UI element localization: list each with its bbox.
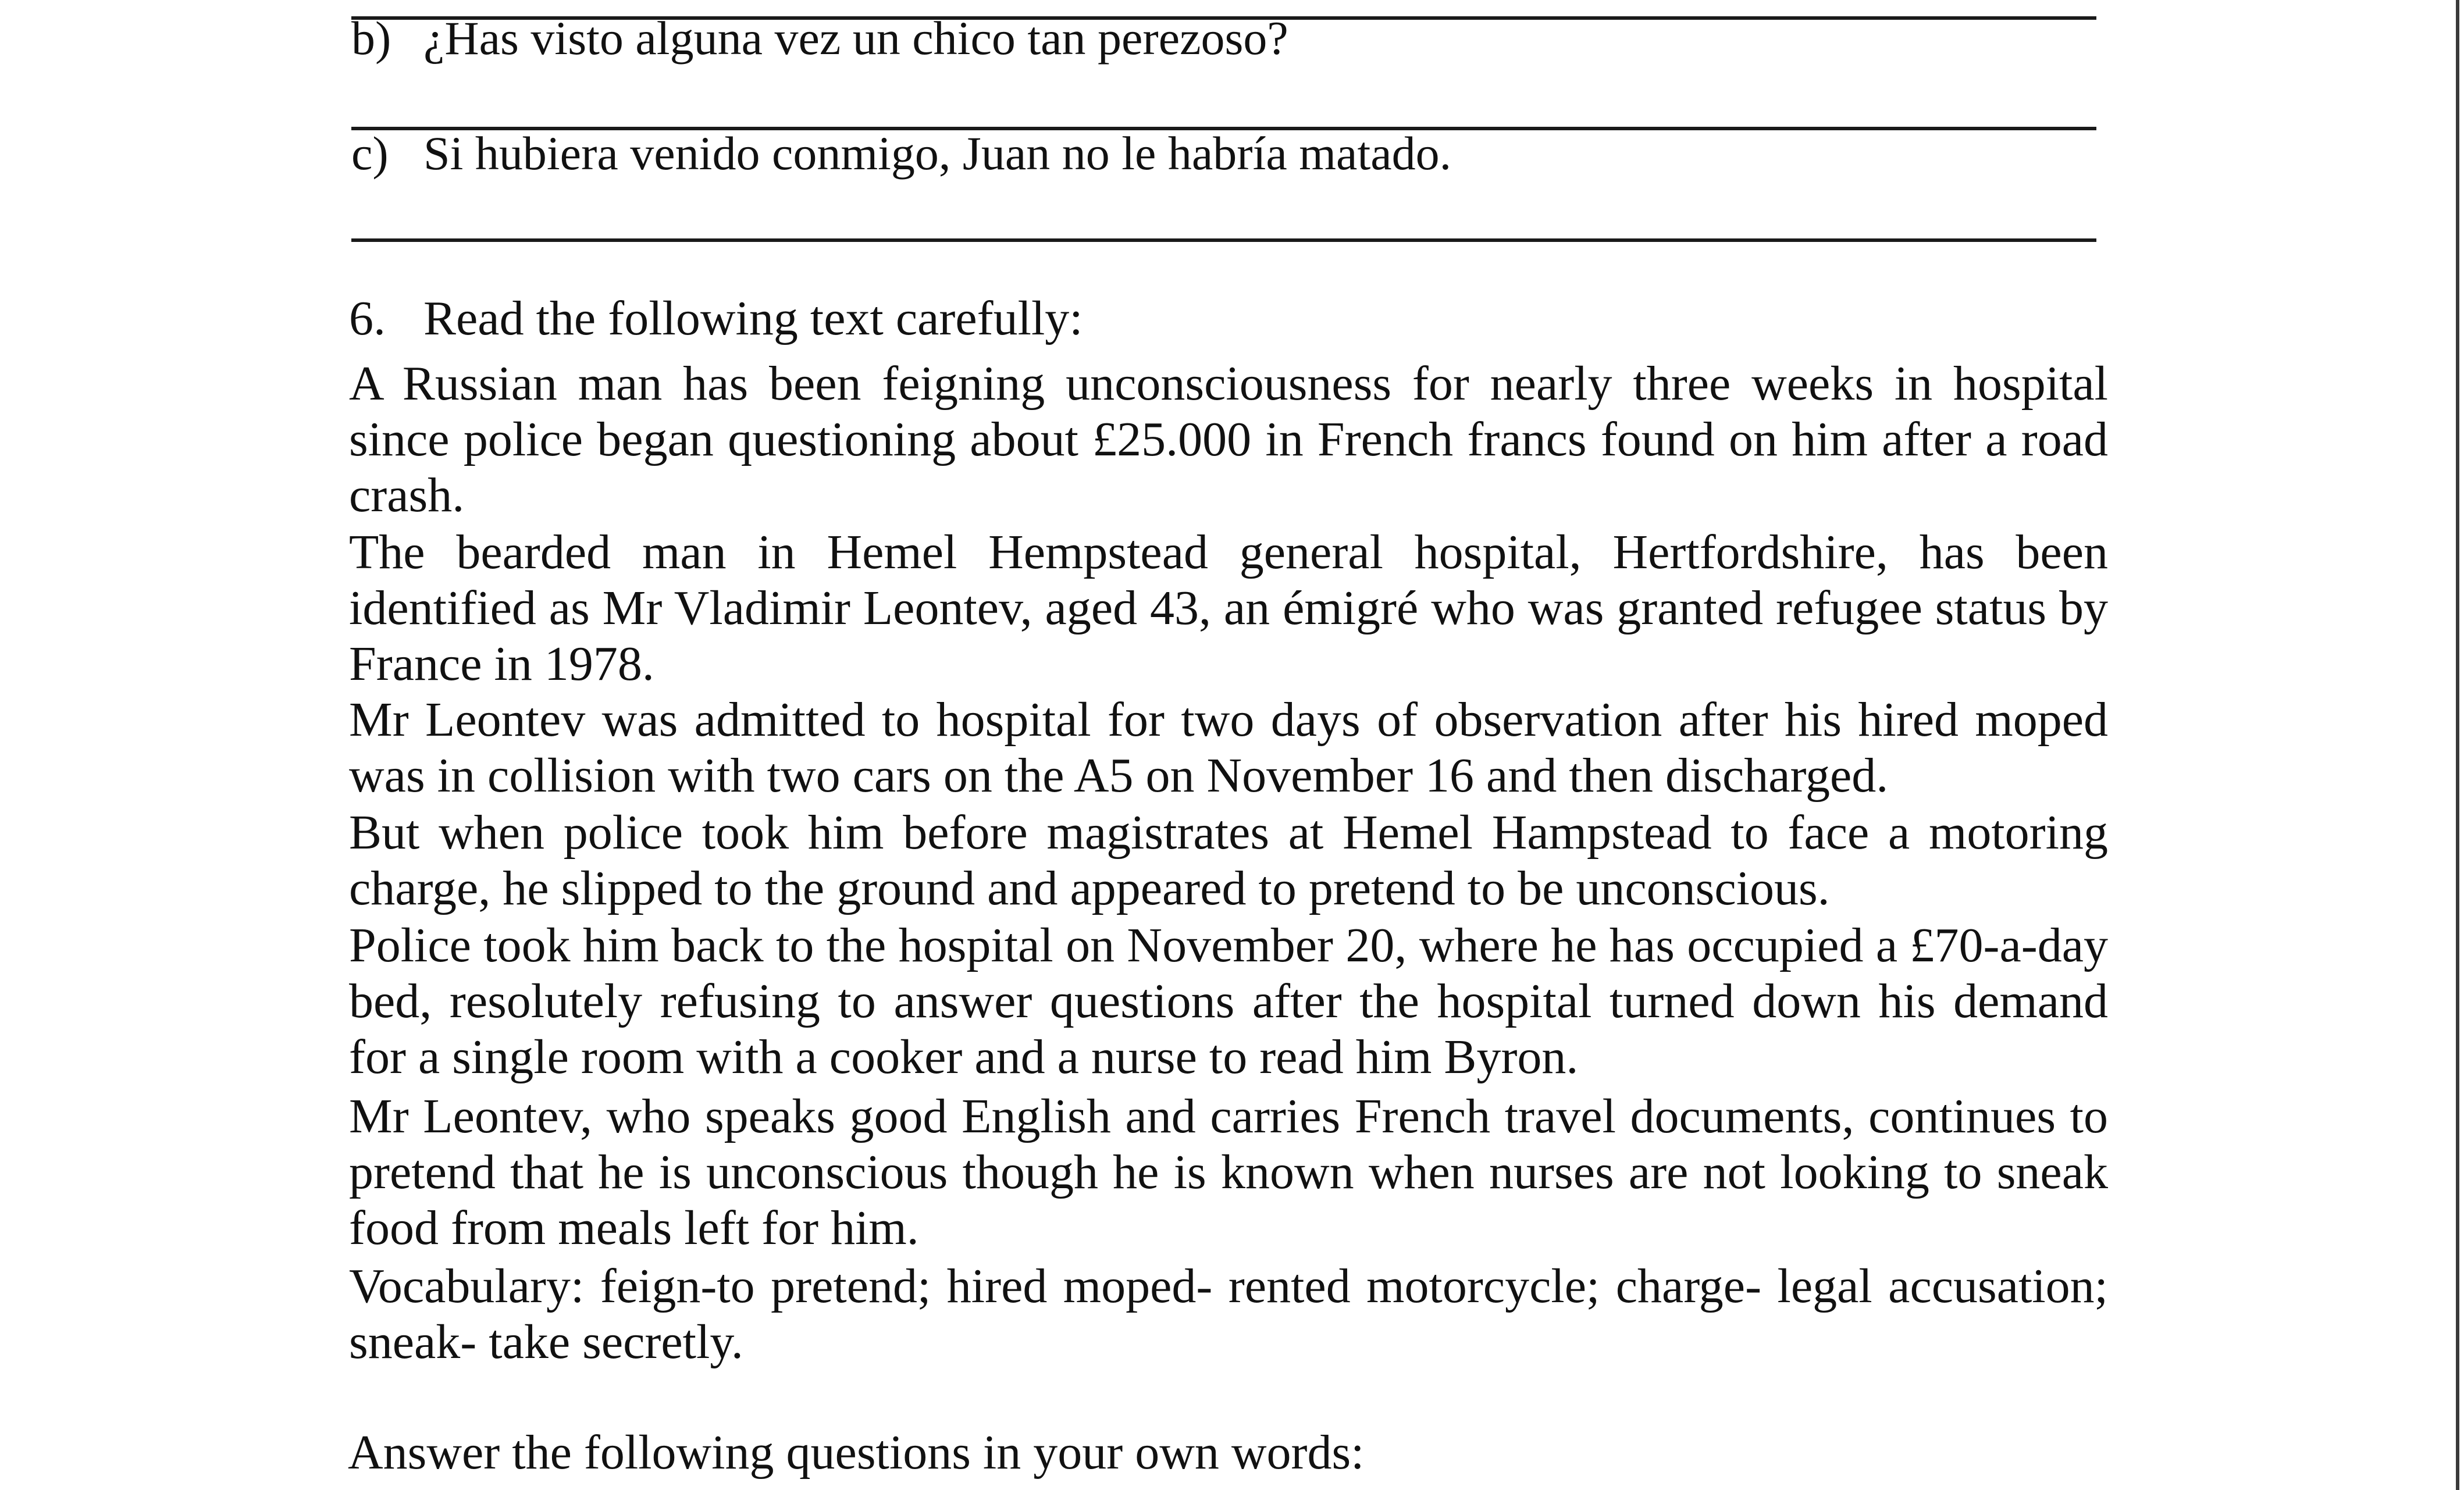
question-c-text: Si hubiera venido conmigo, Juan no le habría matado. bbox=[423, 127, 1452, 180]
paragraph-3: Mr Leontev was admitted to hospital for two days of observation after his hired moped was in collision with two cars on the A5 on November 16 and then discharged. bbox=[349, 693, 2108, 803]
question-b-letter: b) bbox=[351, 12, 391, 65]
paragraph-6: Mr Leontev, who speaks good English and carries French travel documents, continues to pretend that he is unconscious though he is known when nurses are not looking to sneak food from meals left for him. bbox=[349, 1089, 2108, 1255]
section-6-number: 6. bbox=[349, 291, 386, 345]
section-6-heading bbox=[349, 290, 1083, 348]
question-c-letter: c) bbox=[351, 127, 389, 180]
page-edge bbox=[2456, 0, 2459, 1490]
paragraph-2: The bearded man in Hemel Hempstead general hospital, Hertfordshire, has been identified as Mr Vladimir Leontev, aged 43, an émigré who was granted refugee status by France in 1978. bbox=[349, 525, 2108, 691]
vocabulary-note: Vocabulary: feign-to pretend; hired moped- rented motorcycle; charge- legal accusation; sneak- take secretly. bbox=[349, 1259, 2108, 1369]
question-b-text: ¿Has visto alguna vez un chico tan perezoso? bbox=[423, 12, 1288, 65]
question-c bbox=[0, 124, 2464, 183]
paragraph-1: A Russian man has been feigning unconsciousness for nearly three weeks in hospital since police began questioning about £25.000 in French francs found on him after a road crash. bbox=[349, 357, 2108, 522]
answer-line-c bbox=[351, 238, 2096, 242]
paragraph-4: But when police took him before magistrates at Hemel Hampstead to face a motoring charge, he slipped to the ground and appeared to pretend to be unconscious. bbox=[349, 805, 2108, 915]
question-b bbox=[0, 9, 2464, 67]
section-6-title: Read the following text carefully: bbox=[423, 291, 1083, 345]
paragraph-5: Police took him back to the hospital on November 20, where he has occupied a £70-a-day bed, resolutely refusing to answer questions after the hospital turned down his demand for a single room with a cooker and a nurse to read him Byron. bbox=[349, 918, 2108, 1084]
answer-instructions: Answer the following questions in your own words: bbox=[348, 1425, 1365, 1480]
